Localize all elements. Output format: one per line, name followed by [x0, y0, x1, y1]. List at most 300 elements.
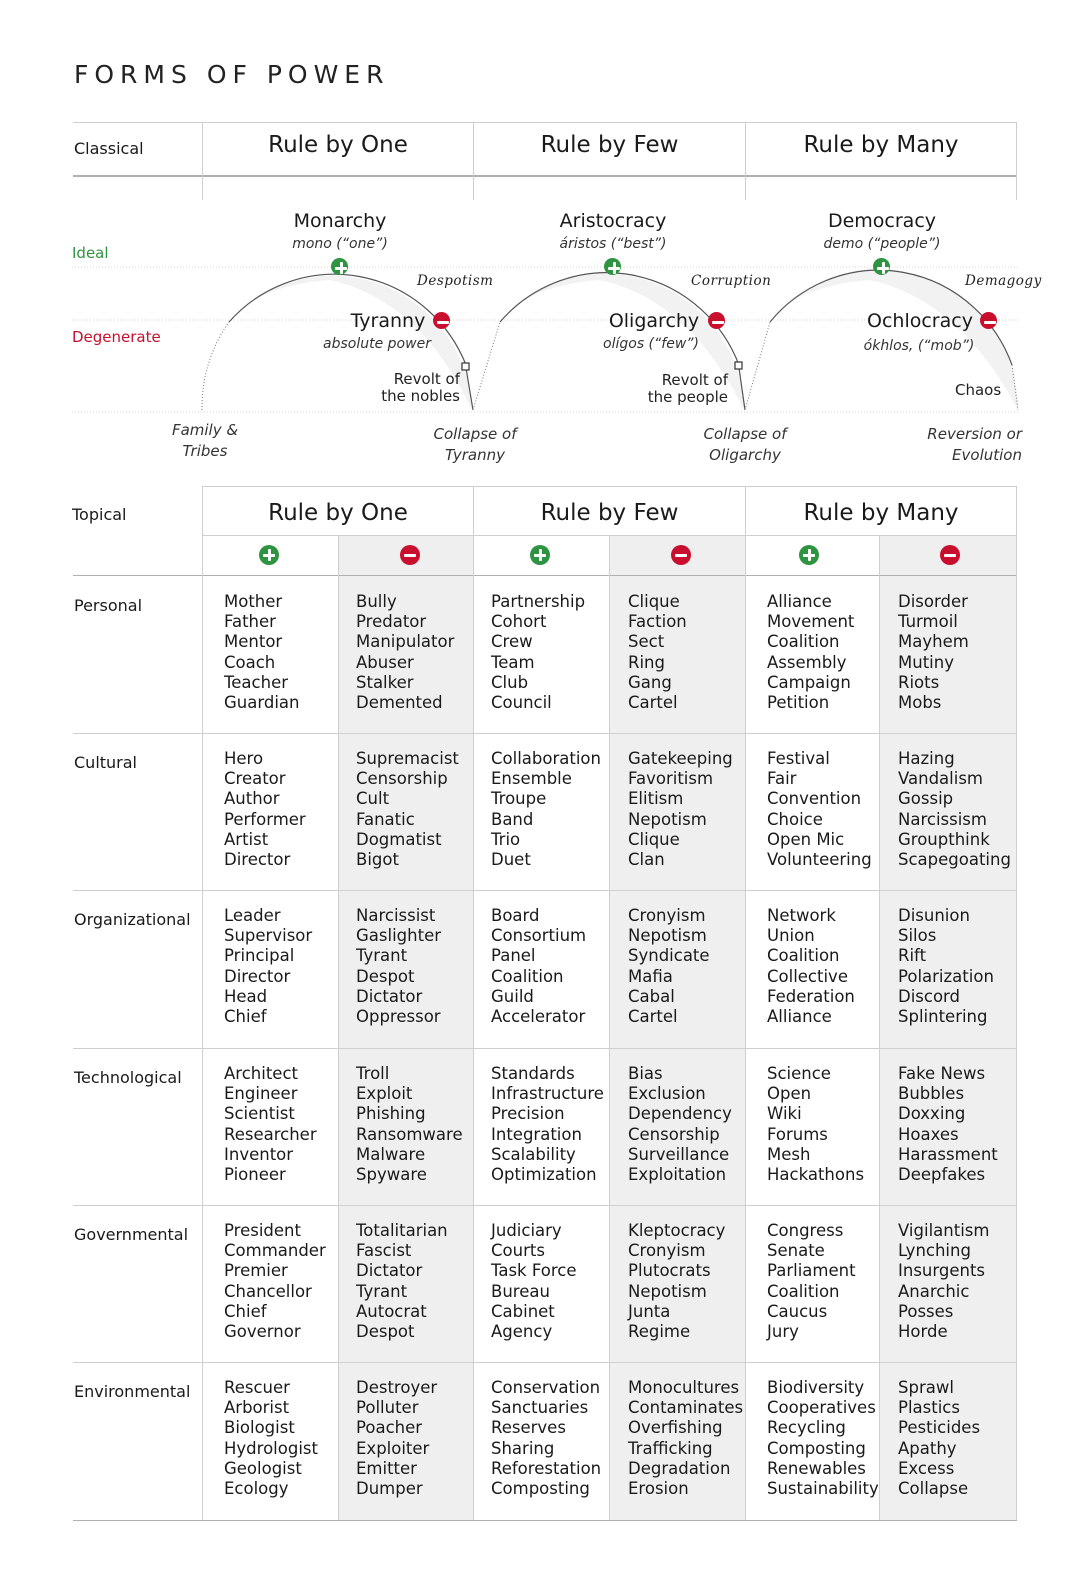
- list-item: Courts: [491, 1241, 545, 1261]
- list-item: Conservation: [491, 1378, 601, 1397]
- row-label: Personal: [74, 596, 143, 615]
- list-item: Campaign: [767, 672, 851, 692]
- classical-label: Classical: [74, 139, 144, 158]
- list-item: Tyrant: [356, 946, 408, 966]
- list-item: Anarchic: [898, 1281, 970, 1301]
- list-item: Fascist: [356, 1241, 412, 1261]
- list-item: Congress: [767, 1221, 844, 1240]
- table-cell: [491, 592, 585, 713]
- topical-col-one: Rule by One: [268, 500, 408, 526]
- list-item: Precision: [491, 1104, 565, 1124]
- list-item: Apathy: [898, 1438, 957, 1458]
- list-item: Guild: [491, 986, 534, 1006]
- list-item: Dependency: [628, 1104, 732, 1124]
- topical-col-many: Rule by Many: [803, 500, 959, 526]
- table-cell: [356, 592, 454, 713]
- list-item: Fanatic: [356, 809, 415, 829]
- list-item: Despot: [356, 1321, 415, 1341]
- list-item: Bigot: [356, 849, 399, 869]
- list-item: Rift: [898, 946, 927, 966]
- list-item: Agency: [491, 1321, 553, 1341]
- list-item: Accelerator: [491, 1006, 586, 1026]
- table-cell: [898, 1221, 989, 1342]
- list-item: Collaboration: [491, 749, 601, 768]
- list-item: President: [224, 1221, 301, 1240]
- list-item: Regime: [628, 1321, 691, 1341]
- list-item: Optimization: [491, 1164, 597, 1184]
- list-item: Father: [224, 612, 276, 632]
- decline-2: Corruption: [691, 273, 772, 289]
- list-item: Hoaxes: [898, 1124, 959, 1144]
- row-label: Governmental: [74, 1225, 189, 1244]
- plus-icon: [530, 545, 550, 565]
- list-item: Supremacist: [356, 749, 459, 768]
- list-item: Exploitation: [628, 1164, 727, 1184]
- list-item: Elitism: [628, 789, 684, 809]
- table-cell: [628, 749, 733, 870]
- list-item: Censorship: [628, 1124, 720, 1144]
- revolt-3: Chaos: [955, 381, 1002, 399]
- list-item: Hazing: [898, 749, 955, 768]
- democracy-plus-icon: [873, 258, 890, 275]
- list-item: Contaminates: [628, 1398, 744, 1418]
- list-item: Exploiter: [356, 1438, 430, 1458]
- list-item: Convention: [767, 789, 862, 809]
- degenerate-form-3: Ochlocracy: [867, 310, 973, 332]
- list-item: Predator: [356, 612, 427, 632]
- list-item: Board: [491, 906, 540, 925]
- list-item: Fair: [767, 769, 797, 789]
- list-item: Gatekeeping: [628, 749, 733, 768]
- row-label: Organizational: [74, 910, 191, 929]
- list-item: Premier: [224, 1261, 288, 1281]
- list-item: Collective: [767, 966, 848, 986]
- list-item: Mafia: [628, 966, 673, 986]
- list-item: Director: [224, 849, 291, 869]
- list-item: Director: [224, 966, 291, 986]
- degenerate-label: Degenerate: [72, 328, 161, 346]
- table-cell: [628, 592, 687, 713]
- list-item: Crew: [491, 632, 533, 652]
- classical-col-few: Rule by Few: [540, 132, 679, 158]
- list-item: Cabinet: [491, 1301, 555, 1321]
- list-item: Manipulator: [356, 632, 455, 652]
- list-item: Dumper: [356, 1478, 423, 1498]
- ideal-form-3-etymology: demo (“people”): [823, 236, 941, 252]
- table-cell: [224, 1378, 318, 1499]
- list-item: Kleptocracy: [628, 1221, 726, 1240]
- list-item: Dictator: [356, 986, 423, 1006]
- list-item: Monocultures: [628, 1378, 740, 1397]
- list-item: Silos: [898, 926, 937, 946]
- list-item: Reforestation: [491, 1458, 602, 1478]
- list-item: Open Mic: [767, 829, 845, 849]
- list-item: Artist: [224, 829, 269, 849]
- list-item: Team: [491, 652, 535, 672]
- table-cell: [628, 1221, 725, 1342]
- list-item: Ring: [628, 652, 665, 672]
- list-item: Inventor: [224, 1144, 294, 1164]
- list-item: Horde: [898, 1321, 948, 1341]
- list-item: Groupthink: [898, 829, 990, 849]
- table-cell: [491, 1064, 604, 1185]
- list-item: Insurgents: [898, 1261, 986, 1281]
- list-item: Cronyism: [628, 1241, 706, 1261]
- collapse-1: Collapse of Tyranny: [433, 425, 517, 464]
- list-item: Federation: [767, 986, 855, 1006]
- list-item: Network: [767, 906, 836, 925]
- classical-col-many: Rule by Many: [803, 132, 959, 158]
- plus-icon: [259, 545, 279, 565]
- list-item: Guardian: [224, 692, 300, 712]
- list-item: Sustainability: [767, 1478, 879, 1498]
- list-item: Coach: [224, 652, 276, 672]
- list-item: Movement: [767, 612, 855, 632]
- list-item: Engineer: [224, 1084, 298, 1104]
- list-item: Coalition: [491, 966, 564, 986]
- list-item: Surveillance: [628, 1144, 730, 1164]
- list-item: Narcissism: [898, 809, 987, 829]
- degenerate-form-1: Tyranny: [350, 310, 426, 332]
- table-cell: [628, 1378, 743, 1499]
- list-item: Demented: [356, 692, 443, 712]
- table-cell: [356, 1221, 448, 1342]
- list-item: Totalitarian: [356, 1221, 448, 1240]
- list-item: Cabal: [628, 986, 675, 1006]
- list-item: Troupe: [491, 789, 547, 809]
- list-item: Mentor: [224, 632, 283, 652]
- table-cell: [767, 1221, 856, 1342]
- topical-col-few: Rule by Few: [540, 500, 679, 526]
- list-item: Dictator: [356, 1261, 423, 1281]
- list-item: Bully: [356, 592, 397, 611]
- list-item: Mesh: [767, 1144, 811, 1164]
- table-cell: [491, 1378, 601, 1499]
- list-item: Excess: [898, 1458, 955, 1478]
- list-item: Head: [224, 986, 268, 1006]
- list-item: Band: [491, 809, 534, 829]
- row-label: Environmental: [74, 1382, 191, 1401]
- list-item: Caucus: [767, 1301, 828, 1321]
- degenerate-form-3-desc: ókhlos, (“mob”): [863, 338, 975, 354]
- list-item: Teacher: [224, 672, 289, 692]
- list-item: Choice: [767, 809, 823, 829]
- minus-icon: [400, 545, 420, 565]
- list-item: Sharing: [491, 1438, 555, 1458]
- list-item: Task Force: [491, 1261, 577, 1281]
- list-item: Clan: [628, 849, 665, 869]
- list-item: Malware: [356, 1144, 426, 1164]
- list-item: Scapegoating: [898, 849, 1011, 869]
- table-cell: [356, 906, 441, 1027]
- ideal-form-1: Monarchy: [293, 210, 387, 232]
- revolt-1: Revolt of the nobles: [381, 370, 460, 405]
- list-item: Performer: [224, 809, 306, 829]
- list-item: Narcissist: [356, 906, 436, 925]
- list-item: Plastics: [898, 1398, 960, 1418]
- table-cell: [356, 1064, 463, 1185]
- list-item: Doxxing: [898, 1104, 966, 1124]
- list-item: Posses: [898, 1301, 954, 1321]
- table-cell: [767, 749, 872, 870]
- monarchy-plus-icon: [331, 258, 348, 275]
- list-item: Phishing: [356, 1104, 426, 1124]
- list-item: Senate: [767, 1241, 825, 1261]
- page-title: FORMS OF POWER: [74, 60, 390, 89]
- degenerate-form-1-desc: absolute power: [323, 336, 431, 352]
- list-item: Oppressor: [356, 1006, 441, 1026]
- list-item: Troll: [356, 1064, 390, 1083]
- table-cell: [491, 749, 601, 870]
- list-item: Open: [767, 1084, 812, 1104]
- list-item: Duet: [491, 849, 531, 869]
- list-item: Polluter: [356, 1398, 419, 1418]
- list-item: Plutocrats: [628, 1261, 711, 1281]
- table-cell: [491, 1221, 577, 1342]
- list-item: Council: [491, 692, 552, 712]
- table-cell: [356, 1378, 437, 1499]
- list-item: Lynching: [898, 1241, 971, 1261]
- table-cell: [767, 906, 855, 1027]
- list-item: Emitter: [356, 1458, 417, 1478]
- list-item: Disunion: [898, 906, 970, 925]
- list-item: Fake News: [898, 1064, 986, 1083]
- row-label: Technological: [74, 1068, 182, 1087]
- table-cell: [224, 1064, 317, 1185]
- list-item: Biodiversity: [767, 1378, 865, 1397]
- list-item: Splintering: [898, 1006, 988, 1026]
- list-item: Trafficking: [628, 1438, 713, 1458]
- list-item: Wiki: [767, 1104, 802, 1124]
- list-item: Cartel: [628, 1006, 678, 1026]
- decline-3: Demagogy: [965, 273, 1042, 289]
- list-item: Chief: [224, 1006, 267, 1026]
- list-item: Disorder: [898, 592, 968, 611]
- degenerate-form-2-desc: olígos (“few”): [603, 336, 699, 352]
- list-item: Riots: [898, 672, 940, 692]
- list-item: Junta: [628, 1301, 671, 1321]
- table-cell: [224, 906, 312, 1027]
- list-item: Chief: [224, 1301, 267, 1321]
- list-item: Ecology: [224, 1478, 289, 1498]
- list-item: Coalition: [767, 632, 840, 652]
- list-item: Sprawl: [898, 1378, 954, 1397]
- list-item: Commander: [224, 1241, 326, 1261]
- list-item: Mobs: [898, 692, 942, 712]
- list-item: Vigilantism: [898, 1221, 990, 1240]
- table-cell: [224, 592, 299, 713]
- minus-icon: [940, 545, 960, 565]
- list-item: Coalition: [767, 1281, 840, 1301]
- list-item: Sect: [628, 632, 665, 652]
- list-item: Consortium: [491, 926, 587, 946]
- ideal-label: Ideal: [72, 244, 109, 262]
- table-cell: [224, 749, 306, 870]
- list-item: Turmoil: [898, 612, 958, 632]
- list-item: Discord: [898, 986, 961, 1006]
- list-item: Principal: [224, 946, 295, 966]
- list-item: Trio: [491, 829, 521, 849]
- list-item: Favoritism: [628, 769, 714, 789]
- list-item: Gossip: [898, 789, 954, 809]
- list-item: Stalker: [356, 672, 414, 692]
- ideal-form-2: Aristocracy: [559, 210, 667, 232]
- plus-icon: [799, 545, 819, 565]
- list-item: Erosion: [628, 1478, 689, 1498]
- list-item: Tyrant: [356, 1281, 408, 1301]
- list-item: Clique: [628, 829, 680, 849]
- list-item: Partnership: [491, 592, 586, 611]
- list-item: Reserves: [491, 1418, 566, 1438]
- list-item: Parliament: [767, 1261, 856, 1281]
- list-item: Rescuer: [224, 1378, 290, 1397]
- list-item: Exclusion: [628, 1084, 706, 1104]
- table-cell: [898, 1064, 998, 1185]
- list-item: Gang: [628, 672, 672, 692]
- list-item: Vandalism: [898, 769, 983, 789]
- list-item: Pioneer: [224, 1164, 286, 1184]
- list-item: Clique: [628, 592, 680, 611]
- list-item: Renewables: [767, 1458, 866, 1478]
- table-cell: [491, 906, 586, 1027]
- list-item: Nepotism: [628, 926, 707, 946]
- list-item: Mother: [224, 592, 283, 611]
- list-item: Dogmatist: [356, 829, 442, 849]
- table-cell: [767, 592, 854, 713]
- list-item: Petition: [767, 692, 830, 712]
- list-item: Censorship: [356, 769, 448, 789]
- classical-col-one: Rule by One: [268, 132, 408, 158]
- revolt-2: Revolt of the people: [647, 371, 728, 406]
- table-cell: [898, 1378, 980, 1499]
- aristocracy-plus-icon: [604, 258, 621, 275]
- list-item: Despot: [356, 966, 415, 986]
- list-item: Hackathons: [767, 1164, 865, 1184]
- list-item: Recycling: [767, 1418, 846, 1438]
- list-item: Integration: [491, 1124, 582, 1144]
- list-item: Mayhem: [898, 632, 969, 652]
- list-item: Bureau: [491, 1281, 550, 1301]
- list-item: Assembly: [767, 652, 847, 672]
- list-item: Mutiny: [898, 652, 954, 672]
- minus-icon: [671, 545, 691, 565]
- list-item: Spyware: [356, 1164, 427, 1184]
- list-item: Cooperatives: [767, 1398, 876, 1418]
- list-item: Collapse: [898, 1478, 969, 1498]
- list-item: Degradation: [628, 1458, 731, 1478]
- decline-1: Despotism: [417, 273, 494, 289]
- list-item: Jury: [767, 1321, 799, 1341]
- ideal-form-3: Democracy: [827, 210, 937, 232]
- list-item: Pesticides: [898, 1418, 981, 1438]
- list-item: Cartel: [628, 692, 678, 712]
- list-item: Nepotism: [628, 1281, 707, 1301]
- table-cell: [224, 1221, 326, 1342]
- list-item: Standards: [491, 1064, 575, 1083]
- list-item: Coalition: [767, 946, 840, 966]
- list-item: Ensemble: [491, 769, 572, 789]
- list-item: Alliance: [767, 592, 832, 611]
- list-item: Sanctuaries: [491, 1398, 589, 1418]
- list-item: Overfishing: [628, 1418, 723, 1438]
- table-cell: [898, 749, 1011, 870]
- list-item: Nepotism: [628, 809, 707, 829]
- list-item: Destroyer: [356, 1378, 438, 1397]
- list-item: Deepfakes: [898, 1164, 986, 1184]
- list-item: Cronyism: [628, 906, 706, 925]
- list-item: Polarization: [898, 966, 994, 986]
- list-item: Hydrologist: [224, 1438, 318, 1458]
- list-item: Architect: [224, 1064, 298, 1083]
- origin-label: Family & Tribes: [171, 421, 239, 460]
- list-item: Science: [767, 1064, 831, 1083]
- list-item: Poacher: [356, 1418, 423, 1438]
- list-item: Chancellor: [224, 1281, 312, 1301]
- table-cell: [356, 749, 459, 870]
- collapse-2: Collapse of Oligarchy: [703, 425, 787, 464]
- list-item: Gaslighter: [356, 926, 441, 946]
- list-item: Scientist: [224, 1104, 295, 1124]
- list-item: Governor: [224, 1321, 301, 1341]
- list-item: Festival: [767, 749, 830, 768]
- list-item: Alliance: [767, 1006, 832, 1026]
- list-item: Panel: [491, 946, 536, 966]
- list-item: Biologist: [224, 1418, 295, 1438]
- list-item: Leader: [224, 906, 281, 925]
- list-item: Abuser: [356, 652, 414, 672]
- list-item: Author: [224, 789, 280, 809]
- list-item: Bias: [628, 1064, 663, 1083]
- list-item: Club: [491, 672, 529, 692]
- list-item: Autocrat: [356, 1301, 427, 1321]
- table-cell: [767, 1064, 864, 1185]
- degenerate-form-2: Oligarchy: [608, 310, 700, 332]
- list-item: Faction: [628, 612, 687, 632]
- list-item: Researcher: [224, 1124, 317, 1144]
- table-cell: [898, 592, 969, 713]
- list-item: Volunteering: [767, 849, 872, 869]
- collapse-3: Reversion or Evolution: [927, 425, 1022, 464]
- list-item: Exploit: [356, 1084, 413, 1104]
- list-item: Judiciary: [491, 1221, 562, 1240]
- list-item: Creator: [224, 769, 286, 789]
- list-item: Cohort: [491, 612, 547, 632]
- ideal-form-1-etymology: mono (“one”): [292, 236, 388, 252]
- table-cell: [628, 906, 710, 1027]
- list-item: Ransomware: [356, 1124, 463, 1144]
- list-item: Harassment: [898, 1144, 998, 1164]
- row-label: Cultural: [74, 753, 137, 772]
- ochlocracy-minus-icon: [980, 312, 997, 329]
- list-item: Syndicate: [628, 946, 710, 966]
- list-item: Forums: [767, 1124, 828, 1144]
- list-item: Composting: [767, 1438, 866, 1458]
- list-item: Infrastructure: [491, 1084, 604, 1104]
- topical-label: Topical: [72, 505, 127, 524]
- list-item: Cult: [356, 789, 390, 809]
- list-item: Bubbles: [898, 1084, 965, 1104]
- list-item: Union: [767, 926, 815, 946]
- table-cell: [898, 906, 994, 1027]
- list-item: Supervisor: [224, 926, 313, 946]
- list-item: Scalability: [491, 1144, 576, 1164]
- list-item: Geologist: [224, 1458, 302, 1478]
- list-item: Hero: [224, 749, 264, 768]
- table-cell: [628, 1064, 732, 1185]
- list-item: Composting: [491, 1478, 590, 1498]
- ideal-form-2-etymology: áristos (“best”): [559, 236, 667, 252]
- table-cell: [767, 1378, 879, 1499]
